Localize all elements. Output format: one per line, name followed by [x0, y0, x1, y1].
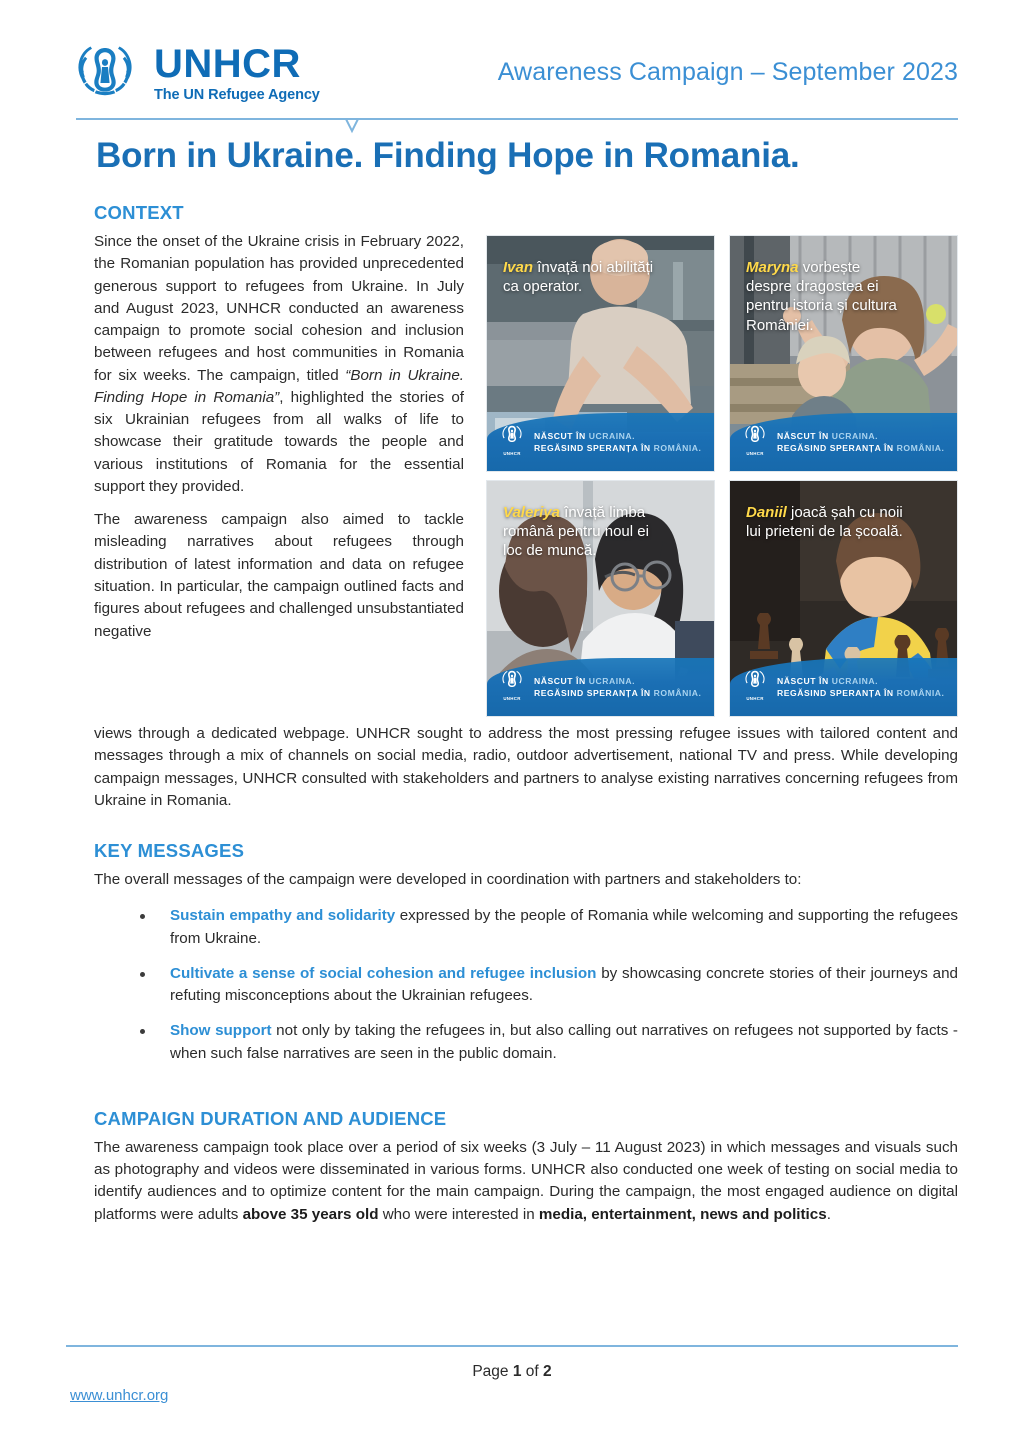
logo-subtitle: The UN Refugee Agency: [154, 87, 320, 103]
band-line2-strong: REGĂSIND SPERANȚA ÎN: [777, 688, 897, 698]
title-divider: [66, 112, 958, 130]
photo-brand-band: [487, 658, 714, 716]
photo-brand-band: [730, 658, 957, 716]
photo-brand-text: [777, 675, 944, 699]
page-prefix: Page: [472, 1363, 513, 1380]
unhcr-band-logo-icon: [742, 424, 768, 460]
page-header: [66, 0, 958, 104]
page-title: Born in Ukraine. Finding Hope in Romania.: [96, 136, 800, 175]
duration-part-b: who were interested in: [378, 1205, 539, 1223]
bullet-rest: by showcasing concrete stories of their journeys and refuting misconceptions about the Ukrainian refugees.: [170, 964, 958, 1005]
bullet-lead: Sustain empathy and solidarity: [170, 907, 396, 925]
unhcr-band-logo-icon: [499, 424, 525, 460]
unhcr-emblem-icon: [66, 40, 144, 106]
logo-title: UNHCR: [154, 42, 301, 86]
band-line1-strong: NĂSCUT ÎN: [534, 675, 589, 686]
unhcr-wordmark: [154, 40, 320, 103]
bullet-rest: not only by taking the refugees in, but also calling out narratives on refugees not supported by facts - when such false narratives are seen in the public domain.: [170, 1022, 958, 1062]
duration-bold-interests: media, entertainment, news and politics: [538, 1205, 827, 1223]
photo-caption-text: joacă șah cu noii lui prieteni de la școală.: [746, 504, 903, 541]
photo-brand-text: [534, 430, 701, 454]
bullet-rest: expressed by the people of Romania while welcoming and supporting the refugees from Ukraine.: [170, 907, 958, 947]
unhcr-band-logo-icon: [499, 669, 525, 705]
duration-bold-age: above 35 years old: [242, 1205, 379, 1223]
photo-brand-text: [777, 430, 944, 454]
context-paragraph-2: The awareness campaign also aimed to tackle misleading narratives about refugees through distribution of latest information and data on refugee situation. In particular, the campaign outlined facts and figures about refugees and challenged unsubstantiated negative: [94, 511, 464, 640]
duration-part-a: The awareness campaign took place over a period of six weeks (3 July – 11 August 2023) in which messages and visuals such as photography and videos were disseminated in various forms. UNHCR also conducted one week of testing on social media to identify audiences and to optimize content for the main campaign. During the campaign, the most engaged audience on digital platforms were adults: [94, 1138, 958, 1223]
bullet-lead: Show support: [170, 1022, 272, 1040]
photo-person-name: Maryna: [746, 259, 799, 276]
photo-caption-text: învață limba română pentru noul ei loc de muncă.: [503, 504, 649, 560]
band-line2-strong: REGĂSIND SPERANȚA ÎN: [534, 688, 654, 698]
context-p1-part-b: , highlighted the stories of six Ukrainian refugees from all walks of life to showcase their gratitude towards the people and various institutions of Romania for the essential support they provided.: [94, 388, 465, 495]
photo-brand-band: [487, 413, 714, 471]
key-messages-heading: KEY MESSAGES: [94, 840, 245, 862]
band-line2-soft: ROMÂNIA.: [653, 443, 702, 453]
band-line2-strong: REGĂSIND SPERANȚA ÎN: [777, 443, 897, 453]
list-item: [136, 1020, 958, 1065]
band-line1-soft: UCRAINA.: [588, 675, 636, 686]
campaign-duration-section: [66, 1108, 958, 1226]
campaign-duration-heading: CAMPAIGN DURATION AND AUDIENCE: [94, 1107, 447, 1129]
band-line1-soft: UCRAINA.: [831, 675, 879, 686]
band-line2-soft: ROMÂNIA.: [896, 688, 945, 698]
duration-part-c: .: [826, 1205, 831, 1223]
bullet-lead: Cultivate a sense of social cohesion and refugee inclusion: [170, 964, 597, 982]
photo-caption: [746, 258, 905, 335]
campaign-photo-maryna: [729, 235, 958, 472]
campaign-photo-valeriya: [486, 480, 715, 717]
website-link[interactable]: www.unhcr.org: [70, 1387, 169, 1404]
key-messages-list: [66, 905, 958, 1065]
campaign-date-line: Awareness Campaign – September 2023: [497, 57, 958, 86]
context-section: [66, 202, 958, 812]
photo-person-name: Ivan: [503, 259, 534, 276]
band-line1-strong: NĂSCUT ÎN: [534, 430, 589, 441]
campaign-title-italic: “Born in Ukraine. Finding Hope in Romania”: [94, 366, 464, 406]
band-line2-soft: ROMÂNIA.: [653, 688, 702, 698]
key-messages-section: [66, 840, 958, 1065]
photo-caption: [503, 258, 662, 296]
page-total: 2: [543, 1363, 552, 1380]
unhcr-band-logo-icon: [742, 669, 768, 705]
band-line1-strong: NĂSCUT ÎN: [777, 675, 832, 686]
title-rule: [76, 118, 958, 120]
band-logo-word: UNHCR: [503, 451, 521, 456]
band-line1-soft: UCRAINA.: [588, 430, 636, 441]
page-mid: of: [521, 1363, 544, 1380]
photo-person-name: Daniil: [746, 504, 787, 521]
photo-brand-text: [534, 675, 701, 699]
list-item: [136, 905, 958, 950]
photo-caption: [746, 503, 905, 541]
campaign-photo-ivan: [486, 235, 715, 472]
photo-caption-text: învață noi abilități ca operator.: [503, 259, 654, 296]
photo-brand-band: [730, 413, 957, 471]
unhcr-logo: [66, 40, 320, 106]
campaign-photo-daniil: [729, 480, 958, 717]
photo-caption: [503, 503, 662, 561]
campaign-photo-grid: [486, 235, 958, 717]
page-current: 1: [512, 1363, 522, 1380]
context-heading: CONTEXT: [94, 202, 184, 223]
context-p1-part-a: Since the onset of the Ukraine crisis in February 2022, the Romanian population has provided unprecedented generous support to refugees from Ukraine. In July and August 2023, UNHCR conducted an awareness campaign to promote social cohesion and inclusion between refugees and host communities in Romania for six weeks. The campaign, titled: [94, 233, 464, 384]
band-logo-word: UNHCR: [746, 451, 764, 456]
band-line1-soft: UCRAINA.: [831, 430, 879, 441]
campaign-duration-text: [94, 1137, 958, 1226]
photo-caption-text: vorbește despre dragostea ei pentru istoria și cultura României.: [746, 259, 897, 334]
band-line2-strong: REGĂSIND SPERANȚA ÎN: [534, 443, 654, 453]
chevron-down-icon: [322, 118, 382, 134]
band-logo-word: UNHCR: [503, 696, 521, 701]
key-messages-intro: The overall messages of the campaign were developed in coordination with partners and stakeholders to:: [94, 871, 802, 889]
spacer: [66, 1078, 958, 1108]
footer-row: [66, 1347, 958, 1409]
page-footer: [66, 1345, 958, 1409]
band-line2-soft: ROMÂNIA.: [896, 443, 945, 453]
photo-person-name: Valeriya: [503, 504, 560, 521]
band-logo-word: UNHCR: [746, 696, 764, 701]
context-paragraph-3: views through a dedicated webpage. UNHCR sought to address the most pressing refugee issues with tailored content and messages through a mix of channels on social media, radio, outdoor advertisement, national TV and press. While developing campaign messages, UNHCR consulted with stakeholders and partners to analyse existing narratives concerning refugees from Ukraine in Romania.: [94, 725, 958, 809]
list-item: [136, 963, 958, 1008]
band-line1-strong: NĂSCUT ÎN: [777, 430, 832, 441]
page-number: [66, 1363, 958, 1381]
